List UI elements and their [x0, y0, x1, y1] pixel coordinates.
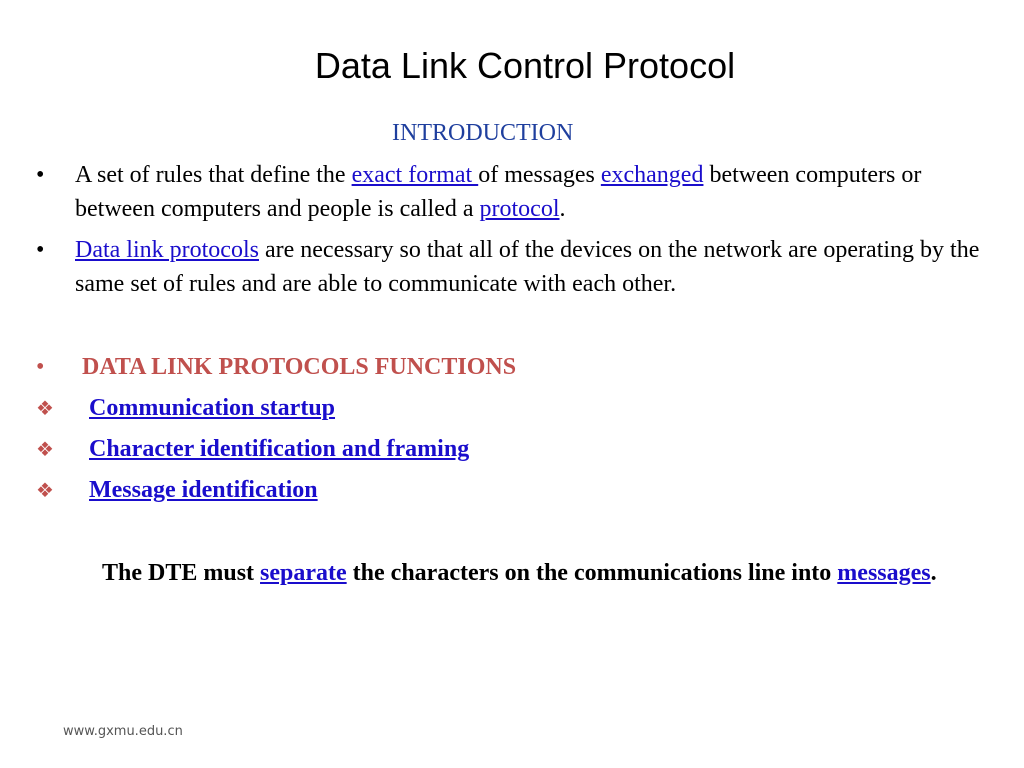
functions-heading	[36, 350, 516, 384]
diamond-bullet-icon: ❖	[36, 396, 54, 420]
slide-title: Data Link Control Protocol	[314, 45, 736, 86]
text-span: .	[559, 196, 566, 222]
bullet-text	[75, 158, 996, 226]
diamond-bullet-icon: ❖	[36, 437, 54, 461]
data-link-protocols-bullet	[36, 233, 996, 301]
text-span: between computers or between computers and people is called a	[75, 162, 922, 222]
text-span: the characters on the communications line into	[346, 560, 838, 586]
bullet-marker: •	[36, 354, 45, 380]
exact-format-link[interactable]: exact format	[351, 162, 479, 188]
functions-heading-text: DATA LINK PROTOCOLS FUNCTIONS	[82, 354, 517, 380]
bullet-marker: •	[36, 237, 45, 263]
text-span: The DTE must	[102, 560, 261, 586]
text-span: are necessary so that all of the devices on the network are operating by the same set of rules and are able to communicate with each other.	[75, 237, 980, 297]
function-item-message-identification	[36, 473, 318, 507]
footer-url: www.gxmu.edu.cn	[63, 724, 183, 739]
bullet-text	[75, 233, 996, 301]
protocol-link[interactable]: protocol	[479, 196, 560, 222]
introduction-heading: INTRODUCTION	[392, 120, 574, 146]
exchanged-link[interactable]: exchanged	[600, 162, 704, 188]
messages-link[interactable]: messages	[837, 560, 931, 586]
protocol-definition-bullet	[36, 158, 996, 226]
text-span: A set of rules that define the	[75, 162, 352, 188]
function-item-character-identification	[36, 432, 469, 466]
data-link-protocols-link[interactable]: Data link protocols	[75, 237, 259, 263]
message-identification-link[interactable]: Message identification	[89, 477, 318, 503]
function-item-communication-startup	[36, 391, 335, 425]
communication-startup-link[interactable]: Communication startup	[89, 395, 336, 421]
text-span: .	[930, 560, 937, 586]
diamond-bullet-icon: ❖	[36, 478, 54, 502]
separate-link[interactable]: separate	[260, 560, 347, 586]
bullet-marker: •	[36, 162, 45, 188]
character-identification-link[interactable]: Character identification and framing	[89, 436, 470, 462]
text-span: of messages	[478, 162, 601, 188]
dte-paragraph	[75, 556, 1005, 590]
